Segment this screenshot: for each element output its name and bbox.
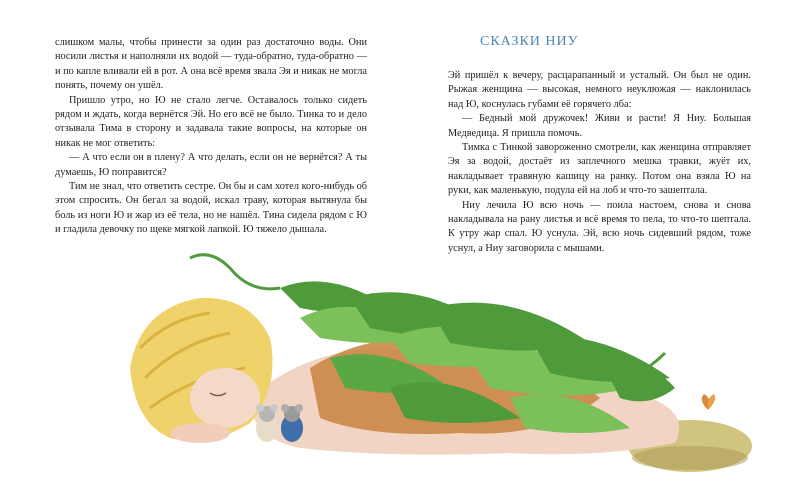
paragraph: Пришло утро, но Ю не стало легче. Оставалось только сидеть рядом и ждать, когда вернётся Эй. Но его всё не было. Тинка то и дело отзывала Тима в сторону и задавала такие вопросы, на которые он никак не мог ответить: [55,94,367,149]
left-page-text [55,36,367,238]
illustration [130,248,770,473]
mouse [281,404,303,442]
paragraph: — А что если он в плену? А что делать, если он не вернётся? А ты думаешь, Ю поправится? [55,152,367,178]
paragraph: Тимка с Тинкой завороженно смотрели, как женщина отправляет Эя за водой, достаёт из заплечного мешка травки, жуёт их, накладывает травяную кашицу на ранку. Потом она взяла Ю на руки, как маленькую, подула ей на лоб и что-то зашептала. [448,142,751,197]
butterfly [702,394,715,410]
chapter-heading: СКАЗКИ НИУ [480,34,579,49]
paragraph: Тим не знал, что ответить сестре. Он бы и сам хотел кого-нибудь об этом спросить. Он бегал за водой, искал траву, которая вытянула бы боль из ноги Ю и жар из её тела, но не нашёл. Тина сидела рядом с Ю и гладила девочку по щеке мягкой лапкой. Ю тяжело дышала. [55,181,368,236]
paragraph: слишком малы, чтобы принести за один раз достаточно воды. Они носили листья и наполняли их водой — туда-обратно, туда-обратно — и по капле вливали ей в рот. А она всё время звала Эя и никак не могла понять, почему он ушёл. [55,37,367,92]
fern-stem [190,255,280,289]
girl-hand [170,423,230,443]
rock-shadow [632,446,748,470]
paragraph: — Бедный мой дружочек! Живи и расти! Я Ниу. Большая Медведица. Я пришла помочь. [448,113,751,139]
paragraph: Ниу лечила Ю всю ночь — поила настоем, снова и снова накладывала на рану листья и всё время то пела, то что-то шептала. К утру жар спал. Ю уснула. Эй, всю ночь сидевший рядом, тоже уснул, а Ниу заговорила с мышами. [448,199,751,254]
right-page-text [448,69,751,256]
girl-face [190,368,260,428]
mouse [256,404,278,442]
paragraph: Эй пришёл к вечеру, расцарапанный и усталый. Он был не один. Рыжая женщина — высокая, немного неуклюжая — наклонилась над Ю, коснулась губами её горячего лба: [448,70,751,110]
